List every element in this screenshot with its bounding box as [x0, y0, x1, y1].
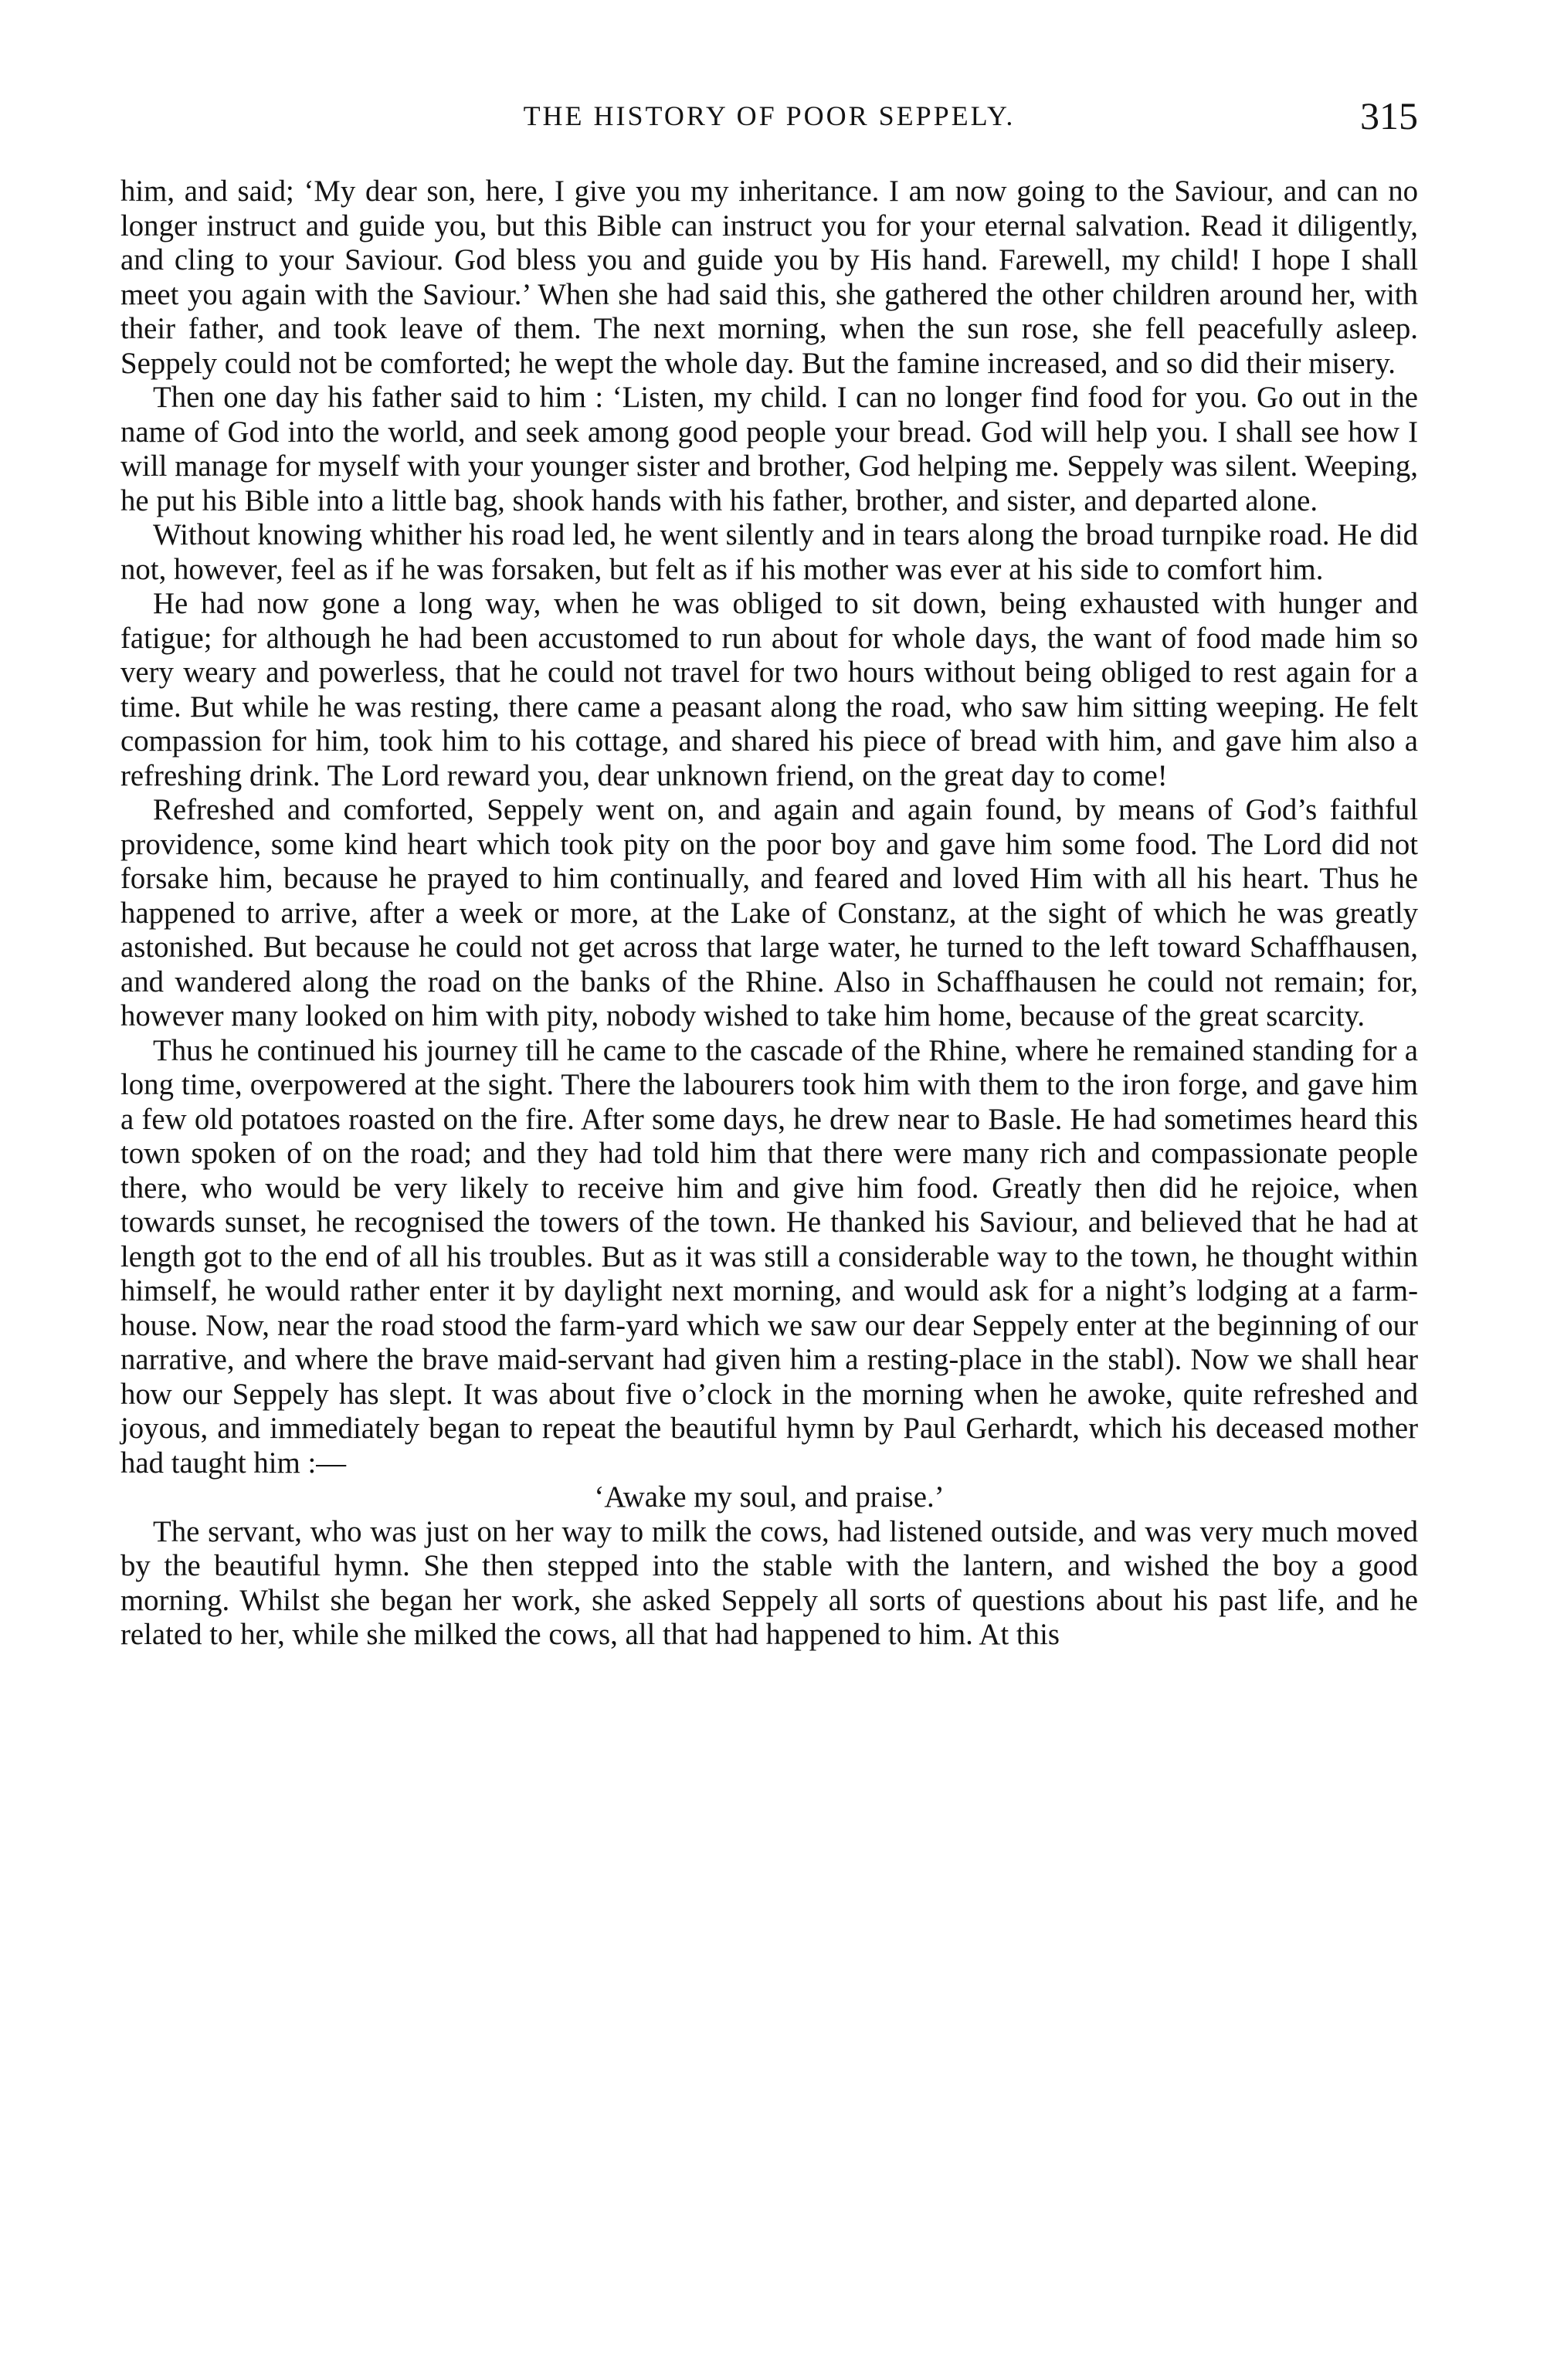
- body-text: [120, 175, 1418, 1653]
- paragraph: Thus he continued his journey till he came to the cascade of the Rhine, where he remained standing for a long time, overpowered at the sight. There the labourers took him with them to the iron forge, and gave him a few old potatoes roasted on the fire. After some days, he drew near to Basle. He had sometimes heard this town spoken of on the road; and they had told him that there were many rich and compassionate people there, who would be very likely to receive him and give him food. Greatly then did he rejoice, when towards sunset, he recognised the towers of the town. He thanked his Saviour, and believed that he had at length got to the end of all his troubles. But as it was still a considerable way to the town, he thought within himself, he would rather enter it by daylight next morning, and would ask for a night’s lodging at a farm-house. Now, near the road stood the farm-yard which we saw our dear Seppely enter at the beginning of our narrative, and where the brave maid-servant had given him a resting-place in the stabl). Now we shall hear how our Seppely has slept. It was about five o’clock in the morning when he awoke, quite refreshed and joyous, and immediately began to repeat the beautiful hymn by Paul Gerhardt, which his deceased mother had taught him :—: [120, 1033, 1418, 1480]
- paragraph: The servant, who was just on her way to milk the cows, had listened outside, and was very much moved by the beautiful hymn. She then stepped into the stable with the lantern, and wished the boy a good morning. Whilst she began her work, she asked Seppely all sorts of questions about his past life, and he related to her, while she milked the cows, all that had happened to him. At this: [120, 1514, 1418, 1651]
- paragraph: Without knowing whither his road led, he went silently and in tears along the broad turnpike road. He did not, however, feel as if he was forsaken, but felt as if his mother was ever at his side to comfort him.: [120, 518, 1418, 586]
- paragraph: Then one day his father said to him : ‘Listen, my child. I can no longer find food for you. Go out in the name of God into the world, and seek among good people your bread. God will help you. I shall see how I will manage for myself with your younger sister and brother, God helping me. Seppely was silent. Weeping, he put his Bible into a little bag, shook hands with his father, brother, and sister, and departed alone.: [120, 381, 1418, 517]
- hymn-line: ‘Awake my soul, and praise.’: [594, 1480, 945, 1514]
- paragraph: Refreshed and comforted, Seppely went on, and again and again found, by means of God’s faithful providence, some kind heart which took pity on the poor boy and gave him some food. The Lord did not forsake him, because he prayed to him continually, and feared and loved Him with all his heart. Thus he happened to arrive, after a week or more, at the Lake of Constanz, at the sight of which he was greatly astonished. But because he could not get across that large water, he turned to the left toward Schaffhausen, and wandered along the road on the banks of the Rhine. Also in Schaffhausen he could not remain; for, however many looked on him with pity, nobody wished to take him home, because of the great scarcity.: [120, 793, 1418, 1032]
- paragraph: him, and said; ‘My dear son, here, I give you my inheritance. I am now going to the Saviour, and can no longer instruct and guide you, but this Bible can instruct you for your eternal salvation. Read it diligently, and cling to your Saviour. God bless you and guide you by His hand. Farewell, my child! I hope I shall meet you again with the Saviour.’ When she had said this, she gathered the other children around her, with their father, and took leave of them. The next morning, when the sun rose, she fell peacefully asleep. Seppely could not be comforted; he wept the whole day. But the famine increased, and so did their misery.: [120, 175, 1418, 380]
- page-header: [120, 91, 1418, 141]
- paragraph: He had now gone a long way, when he was obliged to sit down, being exhausted with hunger and fatigue; for although he had been accustomed to run about for whole days, the want of food made him so very weary and powerless, that he could not travel for two hours without being obliged to rest again for a time. But while he was resting, there came a peasant along the road, who saw him sitting weeping. He felt compassion for him, took him to his cottage, and shared his piece of bread with him, and gave him also a refreshing drink. The Lord reward you, dear unknown friend, on the great day to come!: [120, 587, 1418, 792]
- page-number: 315: [1360, 94, 1418, 137]
- running-title: THE HISTORY OF POOR SEPPELY.: [523, 100, 1016, 131]
